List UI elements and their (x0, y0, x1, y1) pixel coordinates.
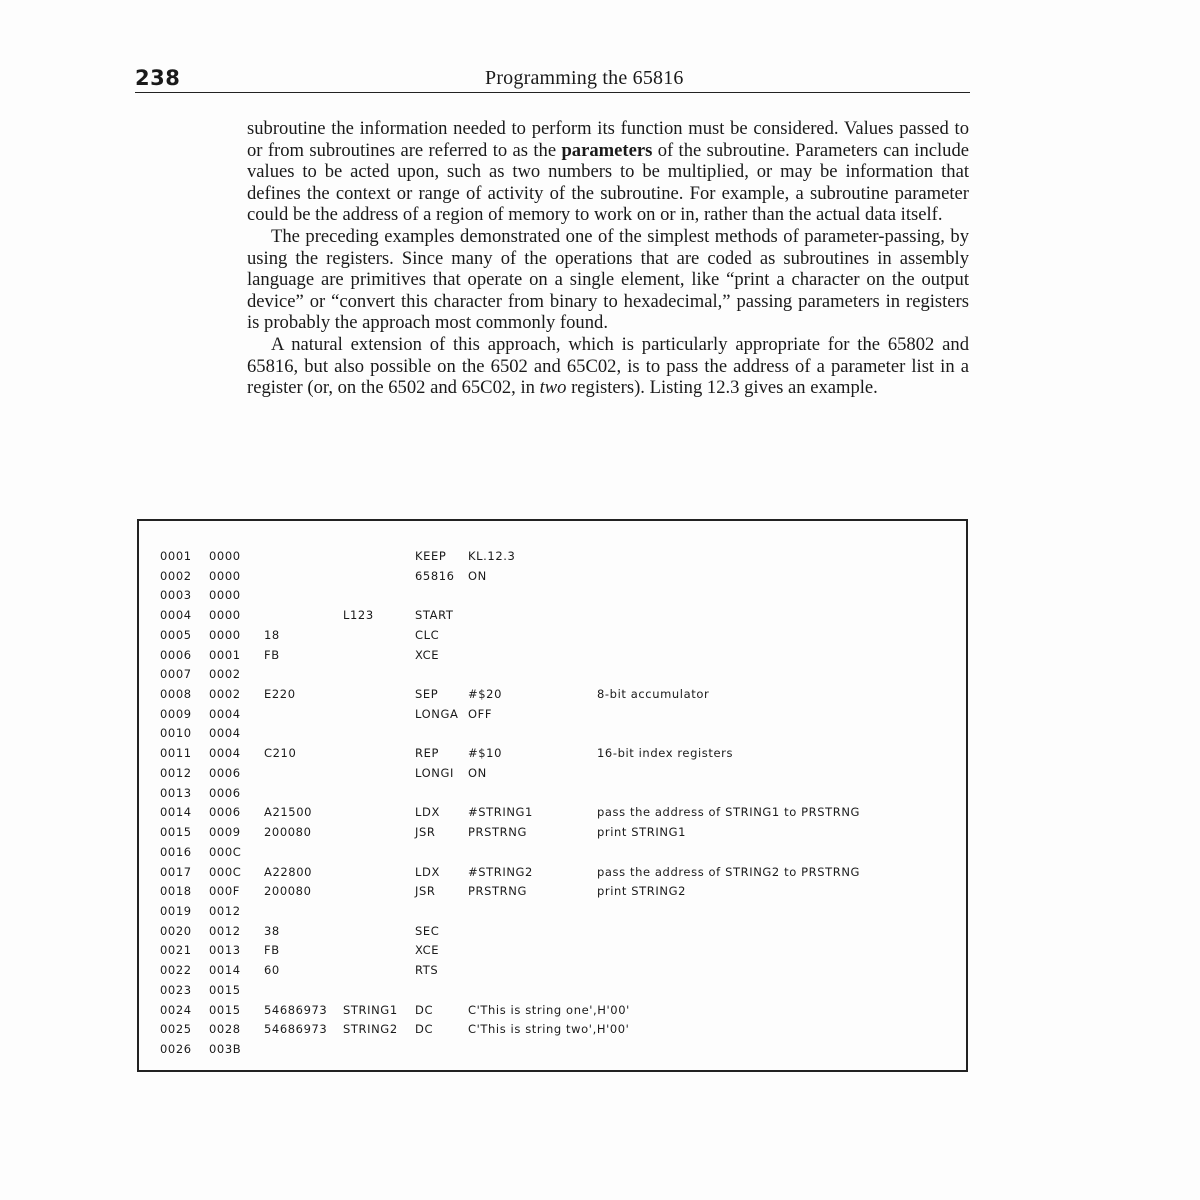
opcode: 65816 (415, 568, 455, 583)
line-number: 0008 (160, 687, 192, 702)
line-number: 0013 (160, 785, 192, 800)
object-code: 200080 (264, 825, 312, 840)
opcode: LDX (415, 805, 440, 820)
object-code: FB (264, 943, 280, 958)
line-number: 0001 (160, 549, 192, 563)
operand: ON (468, 568, 487, 583)
paragraph-3-text-a: A natural extension of this approach, which is particularly appropriate for the 65802 and 65816, but also possible on the 6502 and 65C02, is to pass the address of a parameter list in a register (or, on the 6502 and 65C02, in (247, 333, 969, 399)
code-line (160, 647, 940, 667)
object-code: 60 (264, 963, 280, 978)
location-counter: 000C (209, 844, 242, 859)
code-line (160, 627, 940, 647)
operand: KL.12.3 (468, 549, 516, 563)
line-number: 0024 (160, 1002, 192, 1017)
code-line (160, 666, 940, 686)
opcode: REP (415, 746, 439, 761)
line-number: 0004 (160, 608, 192, 623)
line-number: 0021 (160, 943, 192, 958)
header-rule (135, 92, 970, 93)
location-counter: 0000 (209, 549, 241, 563)
operand: PRSTRNG (468, 825, 527, 840)
code-listing (160, 548, 940, 1061)
location-counter: 0006 (209, 765, 241, 780)
operand: ON (468, 765, 487, 780)
operand: #$20 (468, 687, 502, 702)
object-code: 18 (264, 627, 280, 642)
opcode: JSR (415, 884, 436, 899)
location-counter: 0004 (209, 726, 241, 741)
object-code: 200080 (264, 884, 312, 899)
object-code: A21500 (264, 805, 313, 820)
line-number: 0012 (160, 765, 192, 780)
code-line (160, 785, 940, 805)
location-counter: 0013 (209, 943, 241, 958)
code-line (160, 765, 940, 785)
code-line (160, 942, 940, 962)
page-number: 238 (135, 66, 181, 90)
opcode: KEEP (415, 549, 447, 563)
location-counter: 0002 (209, 687, 241, 702)
label: STRING1 (343, 1002, 398, 1017)
location-counter: 000F (209, 884, 240, 899)
line-number: 0016 (160, 844, 192, 859)
opcode: JSR (415, 825, 436, 840)
comment: print STRING1 (597, 825, 687, 840)
opcode: START (415, 608, 454, 623)
comment: 8-bit accumulator (597, 687, 710, 702)
paragraph-1-text-a: subroutine the information needed to perform its function must be considered. Values passed to or from subroutines are referred to as the (247, 118, 969, 161)
location-counter: 0012 (209, 903, 241, 918)
location-counter: 0000 (209, 627, 241, 642)
line-number: 0005 (160, 627, 192, 642)
location-counter: 0015 (209, 982, 241, 997)
line-number: 0006 (160, 647, 192, 662)
line-number: 0026 (160, 1041, 192, 1056)
operand: #$10 (468, 746, 502, 761)
line-number: 0007 (160, 667, 192, 682)
comment: 16-bit index registers (597, 746, 734, 761)
location-counter: 0000 (209, 588, 241, 603)
opcode: XCE (415, 943, 440, 958)
code-line (160, 864, 940, 884)
location-counter: 0012 (209, 923, 241, 938)
operand: OFF (468, 706, 493, 721)
line-number: 0003 (160, 588, 192, 603)
paragraph-3-text-b: registers). Listing 12.3 gives an example. (566, 377, 878, 399)
location-counter: 0004 (209, 706, 241, 721)
line-number: 0025 (160, 1022, 192, 1037)
code-line (160, 804, 940, 824)
comment: print STRING2 (597, 884, 687, 899)
code-line (160, 568, 940, 588)
paragraph-3 (247, 334, 969, 399)
code-line (160, 824, 940, 844)
object-code: FB (264, 647, 280, 662)
location-counter: 0015 (209, 1002, 241, 1017)
code-line (160, 686, 940, 706)
line-number: 0002 (160, 568, 192, 583)
operand: #STRING1 (468, 805, 533, 820)
code-listing-box (137, 519, 968, 1072)
emphasis-two: two (539, 377, 567, 399)
opcode: LDX (415, 864, 440, 879)
line-number: 0018 (160, 884, 192, 899)
location-counter: 0000 (209, 608, 241, 623)
code-line (160, 923, 940, 943)
label: L123 (343, 608, 374, 623)
code-line (160, 903, 940, 923)
code-line (160, 883, 940, 903)
line-number: 0023 (160, 982, 192, 997)
code-line (160, 706, 940, 726)
body-text (247, 118, 969, 399)
paragraph-1-text-b: of the subroutine. Parameters can include values to be acted upon, such as two numbers to be multiplied, or may be information that defines the context or range of activity of the subroutine. For example, a subroutine parameter could be the address of a region of memory to work on or in, rather than the actual data itself. (247, 139, 970, 226)
code-line (160, 844, 940, 864)
location-counter: 0006 (209, 805, 241, 820)
location-counter: 0028 (209, 1022, 241, 1037)
location-counter: 0000 (209, 568, 241, 583)
code-line (160, 725, 940, 745)
location-counter: 0001 (209, 647, 241, 662)
paragraph-1 (247, 118, 969, 226)
opcode: SEC (415, 923, 440, 938)
comment: pass the address of STRING2 to PRSTRNG (597, 864, 861, 879)
line-number: 0010 (160, 726, 192, 741)
location-counter: 0006 (209, 785, 241, 800)
code-line (160, 587, 940, 607)
opcode: LONGA (415, 706, 459, 721)
line-number: 0011 (160, 746, 192, 761)
line-number: 0022 (160, 963, 192, 978)
object-code: 54686973 (264, 1002, 328, 1017)
code-line (160, 1021, 940, 1041)
location-counter: 0002 (209, 667, 241, 682)
running-title: Programming the 65816 (485, 67, 684, 89)
code-line (160, 962, 940, 982)
line-number: 0020 (160, 923, 192, 938)
location-counter: 0009 (209, 825, 241, 840)
opcode: RTS (415, 963, 439, 978)
location-counter: 000C (209, 864, 242, 879)
location-counter: 0014 (209, 963, 241, 978)
opcode: LONGI (415, 765, 454, 780)
object-code: E220 (264, 687, 296, 702)
line-number: 0014 (160, 805, 192, 820)
operand: C'This is string one',H'00' (468, 1002, 630, 1017)
operand: C'This is string two',H'00' (468, 1022, 630, 1037)
object-code: A22800 (264, 864, 313, 879)
object-code: C210 (264, 746, 297, 761)
opcode: SEP (415, 687, 439, 702)
opcode: CLC (415, 627, 440, 642)
term-parameters: parameters (561, 139, 653, 161)
object-code: 38 (264, 923, 280, 938)
opcode: DC (415, 1002, 434, 1017)
location-counter: 0004 (209, 746, 241, 761)
label: STRING2 (343, 1022, 398, 1037)
code-line (160, 982, 940, 1002)
object-code: 54686973 (264, 1022, 328, 1037)
paragraph-2: The preceding examples demonstrated one of the simplest methods of parameter-passing, by using the registers. Since many of the operations that are coded as subroutines in assembly language are primitives that operate on a single element, like “print a character on the output device” or “convert this character from binary to hexadecimal,” passing parameters in registers is probably the approach most commonly found. (247, 225, 969, 334)
comment: pass the address of STRING1 to PRSTRNG (597, 805, 861, 820)
line-number: 0017 (160, 864, 192, 879)
opcode: XCE (415, 647, 440, 662)
code-line (160, 1041, 940, 1061)
operand: PRSTRNG (468, 884, 527, 899)
line-number: 0015 (160, 825, 192, 840)
line-number: 0019 (160, 903, 192, 918)
code-line (160, 548, 940, 568)
code-line (160, 745, 940, 765)
operand: #STRING2 (468, 864, 533, 879)
code-line (160, 607, 940, 627)
opcode: DC (415, 1022, 434, 1037)
line-number: 0009 (160, 706, 192, 721)
code-line (160, 1002, 940, 1022)
location-counter: 003B (209, 1041, 242, 1056)
